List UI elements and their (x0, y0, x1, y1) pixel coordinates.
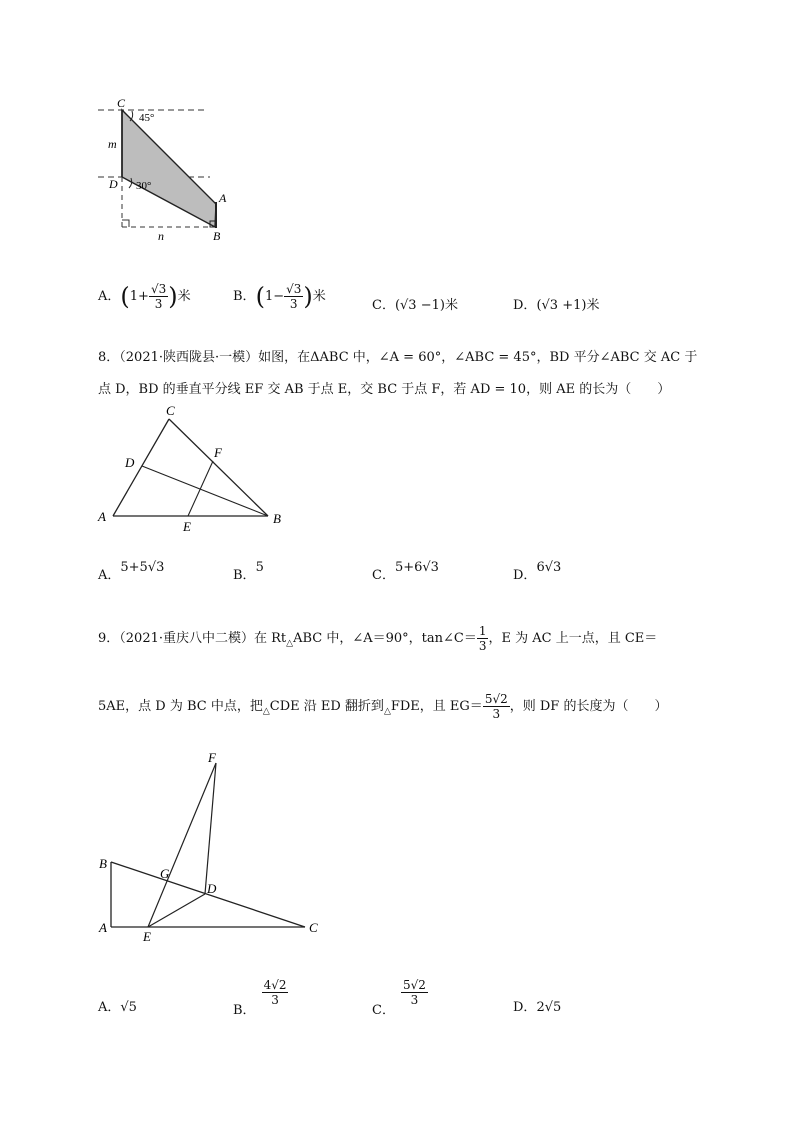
q7-option-d[interactable] (513, 294, 599, 313)
label-b: B (99, 856, 107, 871)
option-letter: C． (372, 568, 395, 583)
option-expr: 1+ (129, 289, 149, 304)
q8-option-c[interactable] (372, 560, 439, 583)
q8-option-d[interactable] (513, 560, 562, 583)
segment-ef (148, 763, 216, 927)
frac-den: 3 (410, 993, 419, 1007)
option-letter: A． (98, 568, 121, 583)
frac-den: 3 (154, 297, 163, 311)
option-letter: B． (233, 1003, 256, 1018)
q9-option-d[interactable] (513, 996, 561, 1015)
option-value: 5+6√3 (394, 560, 439, 575)
q7-option-c[interactable] (372, 294, 458, 313)
q9-option-a[interactable] (98, 996, 137, 1015)
option-value: 2√5 (536, 1000, 562, 1015)
label-a: A (99, 920, 107, 935)
label-g: G (160, 866, 170, 881)
segment-ac (113, 419, 169, 516)
option-expr: (√3 −1) (394, 298, 445, 313)
label-f: F (208, 750, 216, 765)
option-unit: 米 (312, 289, 326, 304)
q9-text-line2: 5AE，点 D 为 BC 中点，把$_\triangle$CDE 沿 ED 翻折到$_\triangle$FDE，且 EG＝ $\frac{5√2}{3}$ ，则 DF 的长度为（ ） (98, 692, 668, 721)
option-letter: D． (513, 1000, 537, 1015)
option-letter: A． (98, 1000, 121, 1015)
q9-option-c[interactable] (372, 978, 428, 1018)
frac-num: √3 (150, 282, 167, 296)
segment-fd (205, 763, 216, 894)
frac-den: 3 (289, 297, 298, 311)
shaded-region (122, 110, 216, 227)
q7-option-b[interactable]: B．(1− $\frac{√3}{3}$ )米 (233, 282, 326, 311)
option-unit: 米 (444, 298, 458, 313)
q8-text-line1: 8．（2021·陕西陇县·一模）如图，在ΔABC 中，∠A = 60°，∠ABC = 45°，BD 平分∠ABC 交 AC 于 (98, 350, 698, 365)
frac-num: 5√2 (402, 978, 426, 992)
option-value: 5 (255, 560, 264, 575)
label-m: m (108, 137, 117, 151)
q9-text-line1: 9．（2021·重庆八中二模）在 $Rt_\triangle ABC$ 中，∠A＝90°，tan∠C＝ $\frac{1}{3}$ ，E 为 AC 上一点，且 CE＝ (98, 624, 658, 653)
option-letter: B． (233, 289, 256, 304)
q9-option-b[interactable] (233, 978, 288, 1018)
label-c: C (166, 403, 175, 418)
q8-option-a[interactable] (98, 560, 165, 583)
label-d: D (125, 455, 135, 470)
figure-q7 (0, 0, 800, 260)
label-c: C (309, 920, 318, 935)
option-unit: 米 (586, 298, 600, 313)
option-expr: (√3 +1) (536, 298, 587, 313)
label-b: B (213, 229, 221, 243)
label-e: E (183, 519, 191, 534)
label-a: A (219, 191, 227, 205)
option-letter: A． (98, 289, 121, 304)
segment-bd (142, 466, 268, 516)
frac-den: 3 (271, 993, 279, 1007)
frac-num: 4√2 (263, 978, 287, 992)
label-30: 30° (136, 180, 152, 192)
label-d: D (207, 881, 217, 896)
option-unit: 米 (177, 289, 191, 304)
frac-num: √3 (286, 282, 302, 296)
option-value: 6√3 (536, 560, 562, 575)
option-value: 5+5√3 (120, 560, 165, 575)
label-b: B (273, 511, 281, 526)
label-45: 45° (139, 112, 155, 124)
option-value: √5 (120, 1000, 137, 1015)
q8-text-line2: 点 D，BD 的垂直平分线 EF 交 AB 于点 E，交 BC 于点 F，若 AD = 10，则 AE 的长为（ ） (98, 382, 671, 397)
q7-option-a[interactable]: A．(1+ $\frac{√3}{3}$ )米 (98, 282, 191, 311)
right-angle-mark-left (122, 220, 129, 227)
option-letter: C． (372, 1003, 395, 1018)
option-expr: 1− (264, 289, 285, 304)
segment-ed (148, 894, 205, 927)
label-n: n (158, 229, 164, 243)
label-f: F (214, 445, 222, 460)
segment-cb (169, 419, 268, 516)
option-letter: D． (513, 568, 537, 583)
option-letter: B． (233, 568, 256, 583)
option-letter: D． (513, 298, 537, 313)
label-a: A (98, 509, 106, 524)
figure-q8 (0, 395, 800, 540)
figure-q9 (0, 750, 800, 950)
option-letter: C． (372, 298, 395, 313)
segment-ef (188, 461, 213, 516)
label-e: E (143, 929, 151, 944)
label-c: C (117, 96, 126, 110)
label-d: D (109, 177, 118, 191)
q8-option-b[interactable] (233, 560, 264, 583)
